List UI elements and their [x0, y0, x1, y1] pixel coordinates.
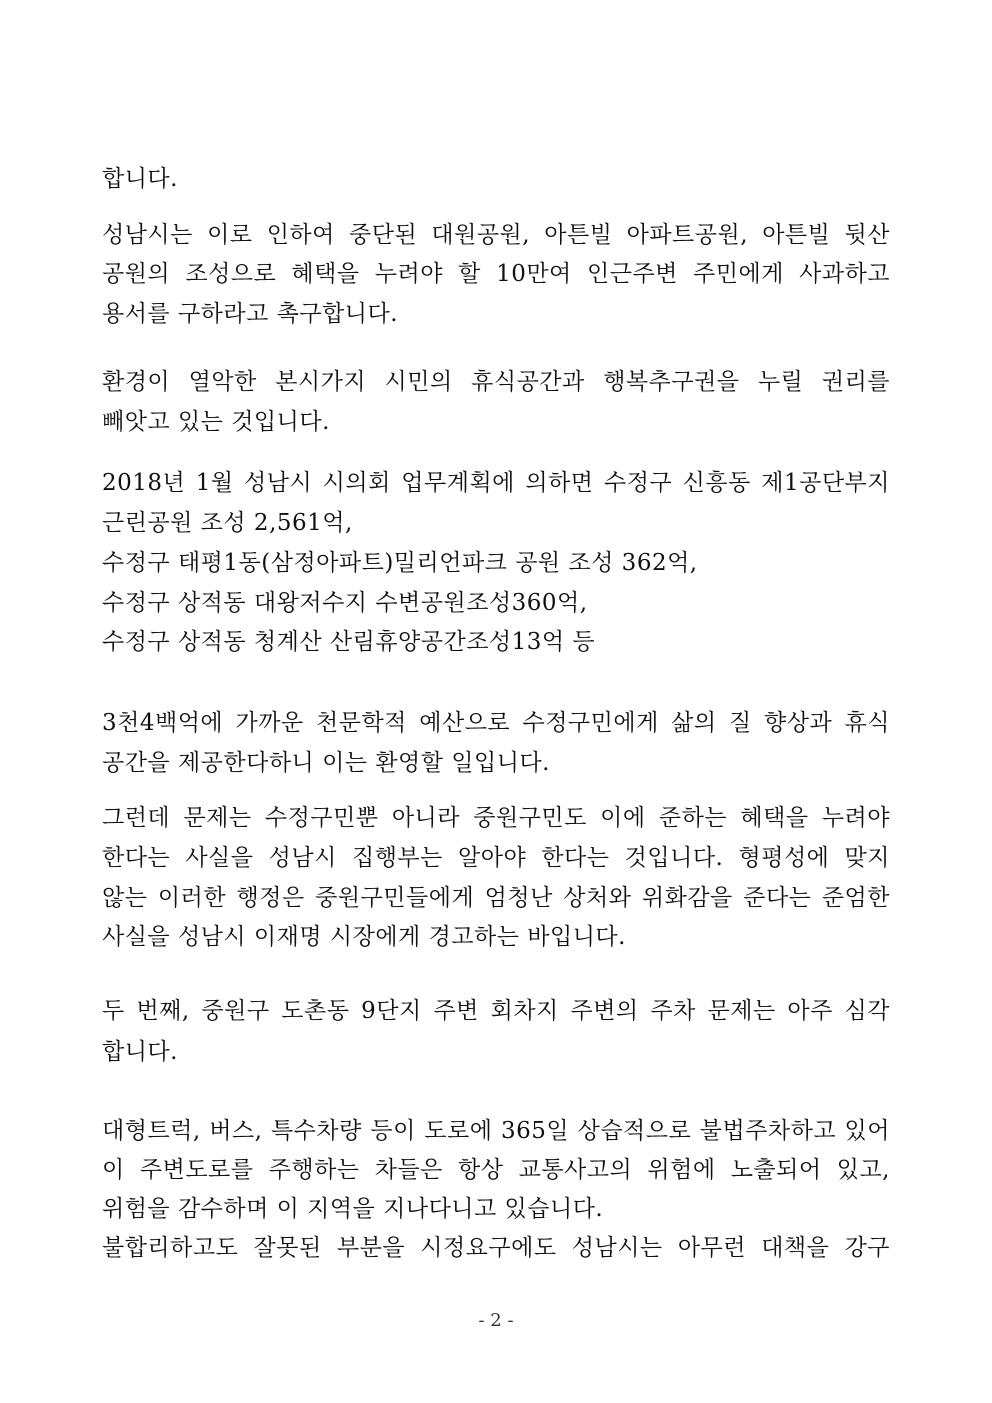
- text-line: 빼앗고 있는 것입니다.: [102, 409, 330, 435]
- text-line: 한다는 사실을 성남시 집행부는 알아야 한다는 것입니다. 형평성에 맞지: [102, 845, 890, 871]
- text-line: 대형트럭, 버스, 특수차량 등이 도로에 365일 상습적으로 불법주차하고 있어: [102, 1118, 890, 1144]
- text-line: 공간을 제공한다하니 이는 환영할 일입니다.: [102, 750, 550, 776]
- page-number: - 2 -: [478, 1310, 514, 1331]
- text-line: 이 주변도로를 주행하는 차들은 항상 교통사고의 위험에 노출되어 있고,: [102, 1157, 890, 1183]
- text-line: 수정구 상적동 대왕저수지 수변공원조성360억,: [102, 590, 588, 616]
- text-line: 용서를 구하라고 촉구합니다.: [102, 301, 399, 327]
- text-line: 성남시는 이로 인하여 중단된 대원공원, 아튼빌 아파트공원, 아튼빌 뒷산: [102, 222, 890, 248]
- text-line: 2018년 1월 성남시 시의회 업무계획에 의하면 수정구 신흥동 제1공단부지: [102, 470, 890, 496]
- text-line: 3천4백억에 가까운 천문학적 예산으로 수정구민에게 삶의 질 향상과 휴식: [102, 710, 890, 736]
- text-line: 사실을 성남시 이재명 시장에게 경고하는 바입니다.: [102, 924, 626, 950]
- text-line: 두 번째, 중원구 도촌동 9단지 주변 회차지 주변의 주차 문제는 아주 심각: [102, 998, 890, 1024]
- text-line: 수정구 태평1동(삼정아파트)밀리언파크 공원 조성 362억,: [102, 550, 698, 576]
- text-line: 환경이 열악한 본시가지 시민의 휴식공간과 행복추구권을 누릴 권리를: [102, 369, 890, 395]
- text-line: 합니다.: [102, 166, 178, 192]
- text-line: 합니다.: [102, 1039, 178, 1065]
- text-line: 위험을 감수하며 이 지역을 지나다니고 있습니다.: [102, 1196, 604, 1222]
- text-line: 불합리하고도 잘못된 부분을 시정요구에도 성남시는 아무런 대책을 강구: [102, 1235, 890, 1261]
- text-line: 수정구 상적동 청계산 산림휴양공간조성13억 등: [102, 629, 596, 655]
- text-line: 공원의 조성으로 혜택을 누려야 할 10만여 인근주변 주민에게 사과하고: [102, 261, 890, 287]
- text-line: 그런데 문제는 수정구민뿐 아니라 중원구민도 이에 준하는 혜택을 누려야: [102, 805, 890, 831]
- text-line: 않는 이러한 행정은 중원구민들에게 엄청난 상처와 위화감을 준다는 준엄한: [102, 885, 890, 911]
- text-line: 근린공원 조성 2,561억,: [102, 510, 353, 536]
